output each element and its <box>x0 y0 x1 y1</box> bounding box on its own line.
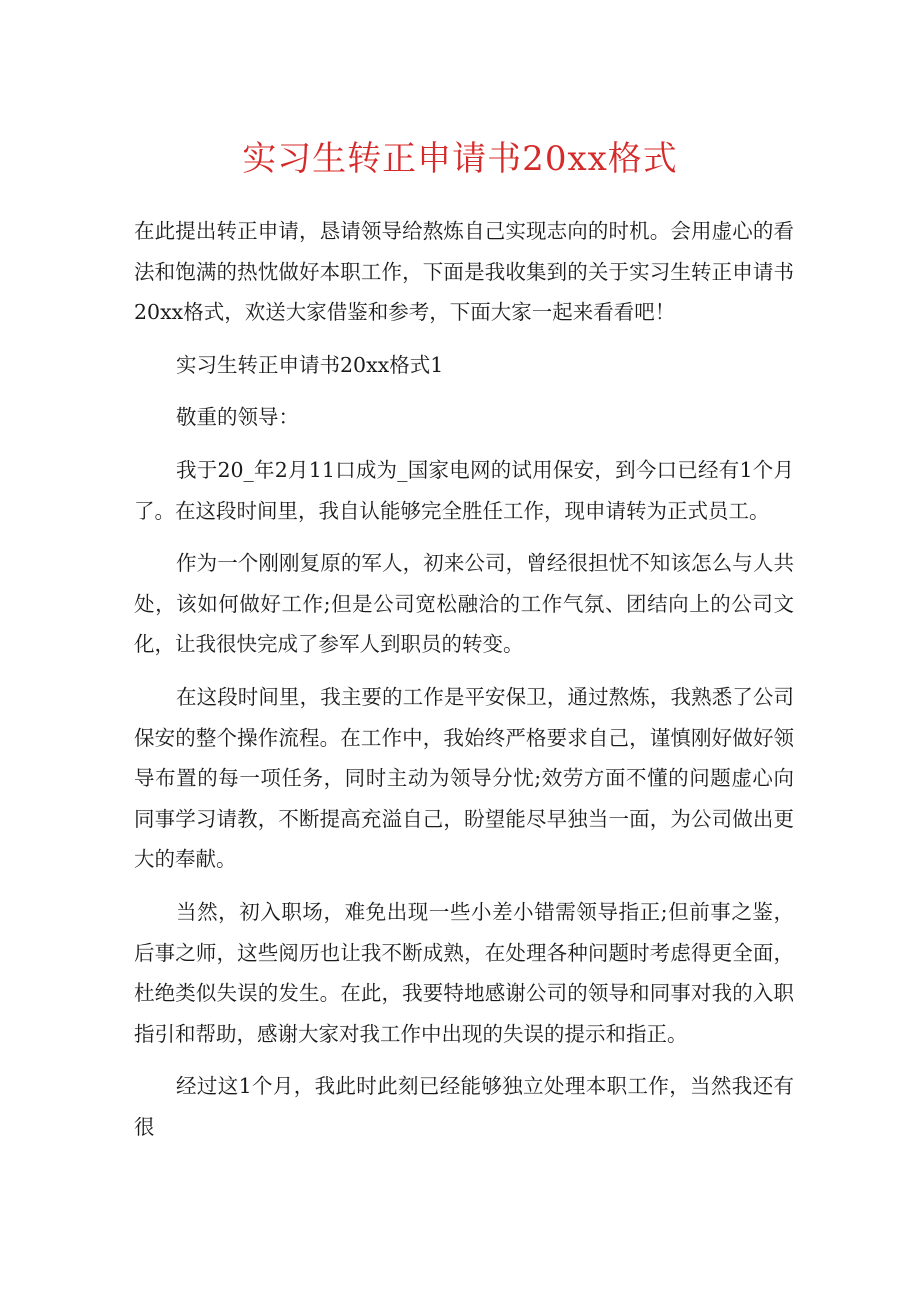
body-paragraph: 经过这1个月，我此时此刻已经能够独立处理本职工作，当然我还有很 <box>134 1074 794 1139</box>
intro-paragraph: 在此提出转正申请，恳请领导给熬炼自己实现志向的时机。会用虚心的看法和饱满的热忱做好本职工作，下面是我收集到的关于实习生转正申请书20xx格式，欢送大家借鉴和参考，下面大家一起来看看吧！ <box>134 219 794 325</box>
salutation: 敬重的领导： <box>176 405 299 430</box>
body-paragraph: 当然，初入职场，难免出现一些小差小错需领导指正;但前事之鉴，后事之师，这些阅历也让我不断成熟，在处理各种问题时考虑得更全面，杜绝类似失误的发生。在此，我要特地感谢公司的领导和同事对我的入职指引和帮助，感谢大家对我工作中出现的失误的提示和指正。 <box>134 899 794 1046</box>
body-paragraph: 作为一个刚刚复原的军人，初来公司，曾经很担忧不知该怎么与人共处，该如何做好工作;但是公司宽松融洽的工作气氛、团结向上的公司文化，让我很快完成了参军人到职员的转变。 <box>134 551 794 657</box>
document-title: 实习生转正申请书20xx格式 <box>242 139 678 179</box>
body-paragraph: 我于20_年2月11口成为_国家电网的试用保安，到今口已经有1个月了。在这段时间里，我自认能够完全胜任工作，现申请转为正式员工。 <box>134 457 794 523</box>
section-heading: 实习生转正申请书20xx格式1 <box>176 352 444 377</box>
body-paragraph: 在这段时间里，我主要的工作是平安保卫，通过熬炼，我熟悉了公司保安的整个操作流程。在工作中，我始终严格要求自己，谨慎刚好做好领导布置的每一项任务，同时主动为领导分忧;效劳方面不懂的问题虚心向同事学习请教，不断提高充溢自己，盼望能尽早独当一面，为公司做出更大的奉献。 <box>134 684 794 872</box>
document-body <box>134 211 794 1159</box>
